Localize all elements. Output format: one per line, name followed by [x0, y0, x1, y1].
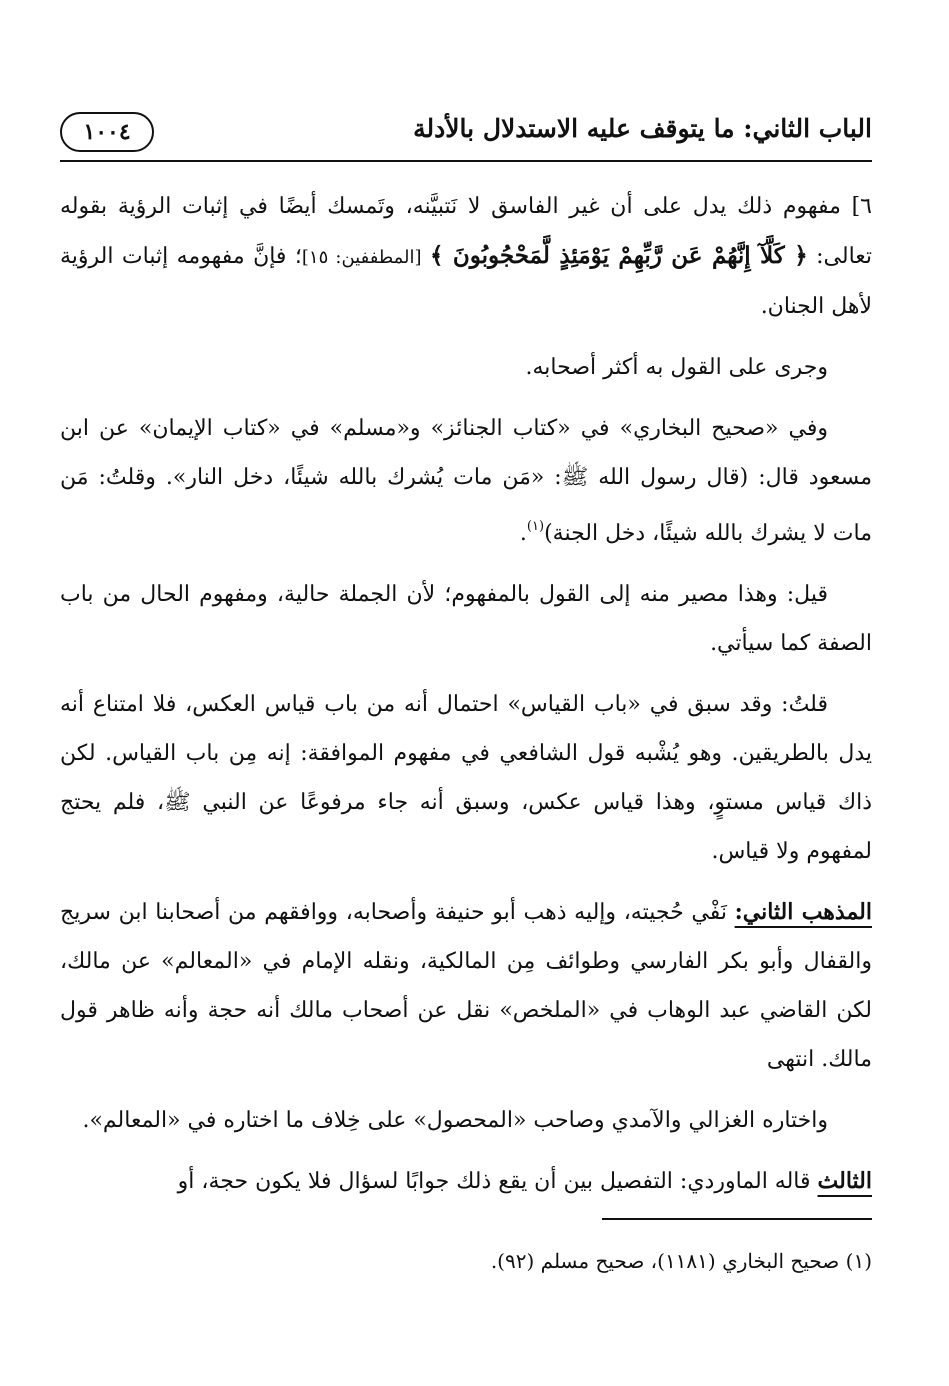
page-number-badge [60, 112, 154, 152]
section-lead-second-school: المذهب الثاني: [734, 899, 872, 925]
footnote-1: (١) صحيح البخاري (١١٨١)، صحيح مسلم (٩٢). [490, 1249, 872, 1273]
running-title: الباب الثاني: ما يتوقف عليه الاستدلال بالأدلة [413, 114, 872, 143]
main-text [60, 182, 872, 1206]
section-lead-third: الثالث [817, 1168, 872, 1194]
paragraph-1 [60, 182, 872, 331]
page-header [60, 108, 872, 156]
paragraph-6 [60, 888, 872, 1084]
paragraph-7: واختاره الغزالي والآمدي وصاحب «المحصول» على خِلاف ما اختاره في «المعالم». [82, 1108, 828, 1133]
paragraph-5: قلتُ: وقد سبق في «باب القياس» احتمال أنه من باب قياس العكس، فلا امتناع أنه يدل بالطريقين. وهو يُشْبه قول الشافعي في مفهوم الموافقة: إنه مِن باب القياس. لكن ذاك قياس مستوٍ، وهذا قياس عكس، وسبق أنه جاء مرفوعًا عن النبي ﷺ، فلم يحتج لمفهوم ولا قياس. [60, 692, 872, 864]
paragraph-3-end: . [519, 521, 527, 546]
paragraph-4: قيل: وهذا مصير منه إلى القول بالمفهوم؛ لأن الجملة حالية، ومفهوم الحال من باب الصفة كما سيأتي. [60, 582, 872, 656]
footnote-divider [602, 1218, 872, 1220]
paragraph-1-text: ٦] مفهوم ذلك يدل على أن غير الفاسق لا نَتبيَّنه، وتَمسك أيضًا في إثبات الرؤية بقوله تعالى: [60, 194, 873, 269]
paragraph-2: وجرى على القول به أكثر أصحابه. [525, 355, 828, 380]
paragraph-8 [60, 1157, 872, 1206]
header-divider [60, 160, 872, 162]
paragraph-1-end: ؛ فإنَّ مفهومه إثبات الرؤية لأهل الجنان. [60, 244, 872, 319]
quran-reference: [المطففين: ١٥] [301, 247, 422, 268]
footnotes [60, 1244, 872, 1278]
page-number: ١٠٠٤ [83, 119, 131, 145]
paragraph-6-text: نَفْي حُجيته، وإليه ذهب أبو حنيفة وأصحابه، ووافقهم من أصحابنا ابن سريج والقفال وأبو بكر الفارسي وطوائف مِن المالكية، ونقله الإمام في «المعالم» عن مالك، لكن القاضي عبد الوهاب في «الملخص» نقل عن أصحاب مالك أنه حجة وأنه ظاهر قول مالك. انتهى [60, 900, 872, 1072]
paragraph-3-text: وفي «صحيح البخاري» في «كتاب الجنائز» و«مسلم» في «كتاب الإيمان» عن ابن مسعود قال: (قال رسول الله ﷺ: «مَن مات يُشرك بالله شيئًا، دخل النار». وقلتُ: مَن مات لا يشرك بالله شيئًا، دخل الجنة) [60, 416, 872, 546]
paragraph-8-text: قاله الماوردي: التفصيل بين أن يقع ذلك جوابًا لسؤال فلا يكون حجة، أو [177, 1169, 818, 1194]
paragraph-3 [60, 404, 872, 558]
quran-verse: ﴿ كَلَّآ إِنَّهُمْ عَن رَّبِّهِمْ يَوْمَئِذٍ لَّمَحْجُوبُونَ ﴾ [429, 242, 808, 269]
footnote-marker[interactable]: (١) [526, 519, 545, 534]
